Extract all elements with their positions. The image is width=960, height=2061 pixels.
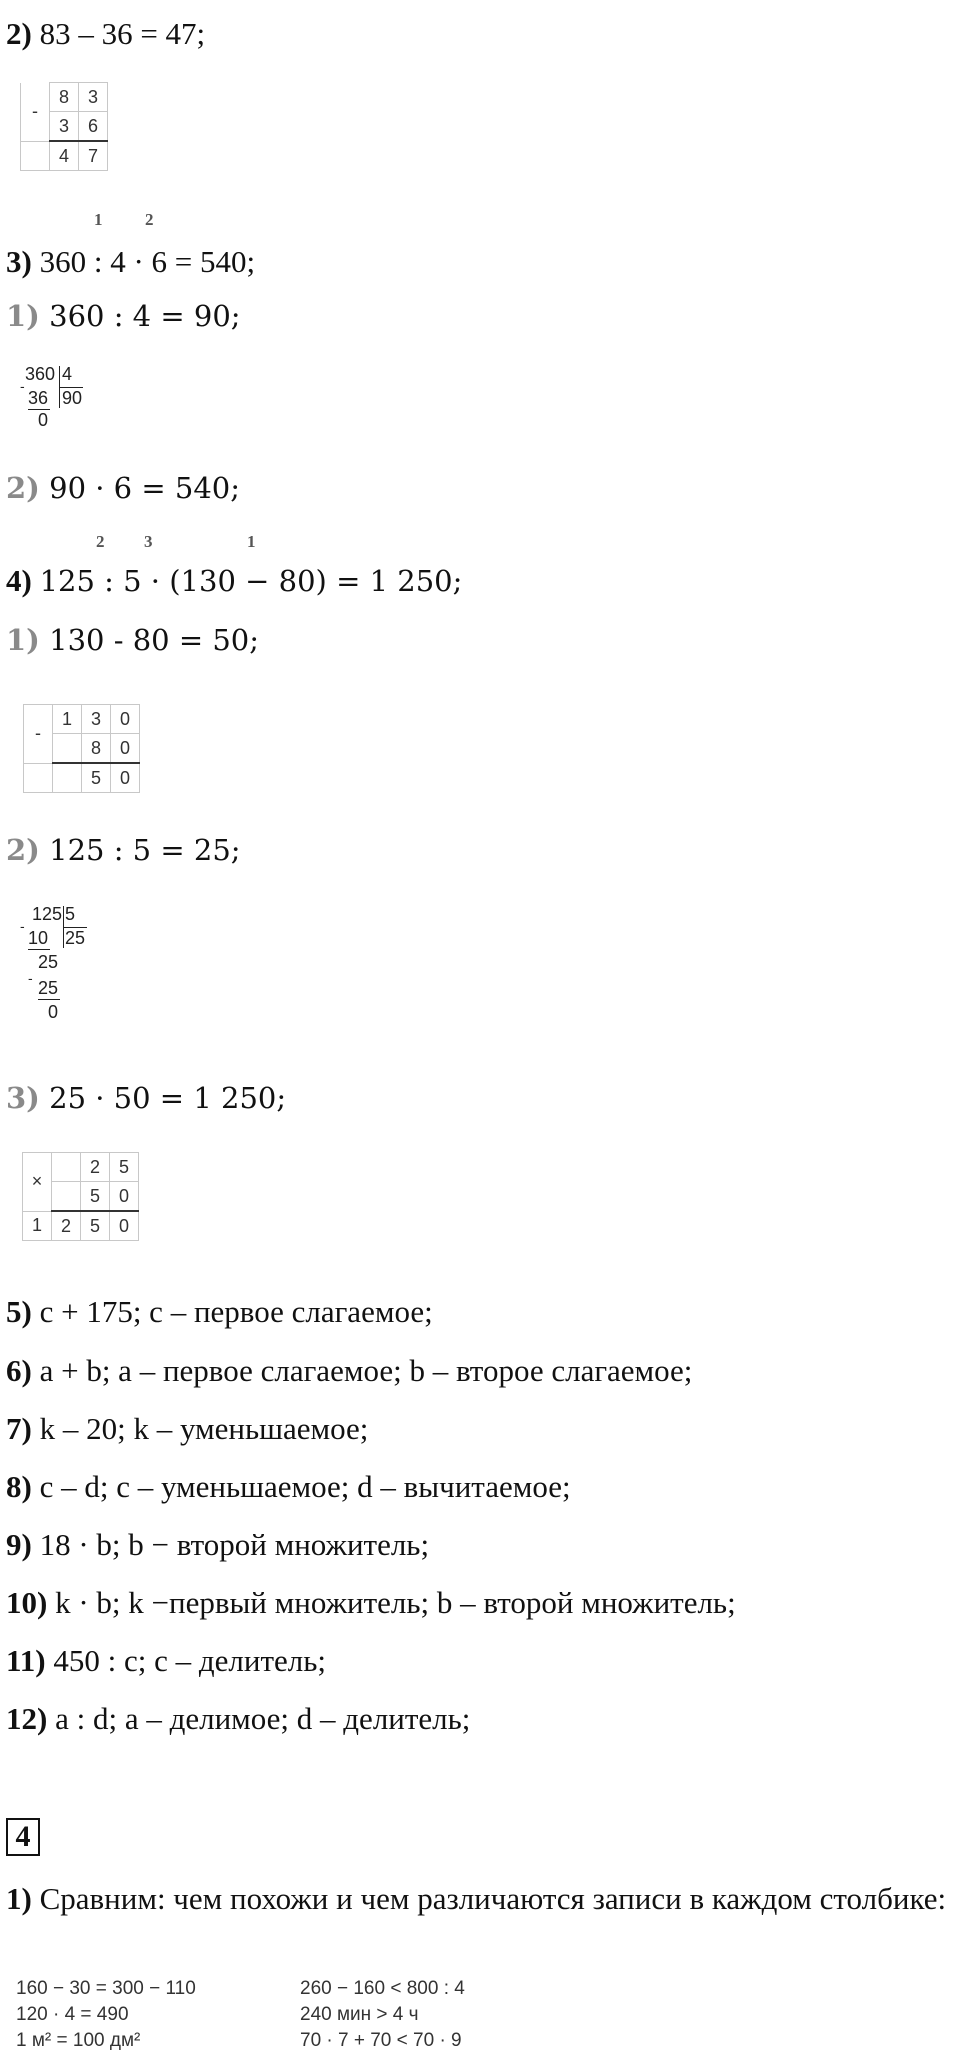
digit: 0 bbox=[111, 705, 140, 734]
digit: 1 bbox=[53, 705, 82, 734]
example-label: 2) bbox=[6, 16, 32, 51]
operator: - bbox=[24, 705, 53, 764]
item-label: 8) bbox=[6, 1469, 32, 1504]
compare-left-3: 1 м² = 100 дм² bbox=[16, 2030, 141, 2051]
remainder: 0 bbox=[48, 1002, 59, 1022]
example-expression: 83 – 36 = 47; bbox=[39, 16, 206, 51]
digit: 5 bbox=[82, 763, 111, 793]
example-4-step-3 bbox=[6, 1081, 287, 1115]
example-3-step-2 bbox=[6, 471, 240, 505]
digit: 0 bbox=[110, 1211, 139, 1241]
step-label: 2) bbox=[6, 471, 40, 505]
empty-cell bbox=[24, 763, 53, 793]
digit: 8 bbox=[50, 83, 79, 112]
divisor: 5 bbox=[65, 904, 76, 924]
subtraction-grid-2 bbox=[23, 704, 140, 793]
example-2 bbox=[6, 18, 205, 49]
long-division-2 bbox=[20, 904, 110, 1054]
digit: 5 bbox=[110, 1153, 139, 1182]
item-7 bbox=[6, 1413, 368, 1444]
example-4 bbox=[6, 565, 462, 596]
quotient: 25 bbox=[65, 928, 86, 948]
step-label: 1) bbox=[6, 623, 40, 657]
digit: 3 bbox=[79, 83, 108, 112]
item-label: 10) bbox=[6, 1585, 48, 1620]
digit: 5 bbox=[81, 1211, 110, 1241]
subtraction-grid-1 bbox=[20, 82, 108, 171]
task-text: Сравним: чем похожи и чем различаются записи в каждом столбике: bbox=[39, 1881, 947, 1916]
remainder: 0 bbox=[38, 410, 49, 430]
compare-left-1: 160 − 30 = 300 − 110 bbox=[16, 1978, 196, 1999]
partial-product: 25 bbox=[38, 978, 59, 998]
digit: 3 bbox=[82, 705, 111, 734]
digit: 3 bbox=[50, 112, 79, 142]
item-label: 12) bbox=[6, 1701, 48, 1736]
item-text: 450 : c; c – делитель; bbox=[53, 1643, 326, 1678]
dividend: 360 bbox=[25, 364, 56, 384]
partial-product: 10 bbox=[28, 928, 49, 948]
item-12 bbox=[6, 1703, 470, 1734]
item-label: 11) bbox=[6, 1643, 46, 1678]
order-mark: 1 bbox=[247, 532, 256, 551]
item-5 bbox=[6, 1296, 433, 1327]
step-expression: 130 - 80 = 50; bbox=[49, 623, 260, 657]
step-expression: 90 · 6 = 540; bbox=[49, 471, 240, 505]
order-mark: 2 bbox=[96, 532, 105, 551]
digit: 4 bbox=[50, 141, 79, 171]
digit: 0 bbox=[110, 1182, 139, 1212]
step-expression: 125 : 5 = 25; bbox=[49, 833, 241, 867]
long-division-1 bbox=[20, 364, 110, 444]
compare-left-2: 120 · 4 = 490 bbox=[16, 2004, 129, 2025]
item-label: 6) bbox=[6, 1353, 32, 1388]
quotient: 90 bbox=[62, 388, 83, 408]
minus-sign: - bbox=[20, 378, 25, 394]
example-label: 3) bbox=[6, 244, 32, 279]
example-label: 4) bbox=[6, 563, 32, 598]
item-text: k – 20; k – уменьшаемое; bbox=[39, 1411, 369, 1446]
digit bbox=[52, 1182, 81, 1212]
item-10 bbox=[6, 1587, 736, 1618]
digit: 7 bbox=[79, 141, 108, 171]
digit: 2 bbox=[52, 1211, 81, 1241]
example-4-step-2 bbox=[6, 833, 241, 867]
intermediate: 25 bbox=[38, 952, 59, 972]
digit: 0 bbox=[111, 763, 140, 793]
item-text: c – d; c – уменьшаемое; d – вычитаемое; bbox=[39, 1469, 571, 1504]
minus-sign: - bbox=[20, 918, 25, 934]
task-4-intro bbox=[6, 1878, 950, 1920]
example-3-step-1 bbox=[6, 299, 241, 333]
item-8 bbox=[6, 1471, 571, 1502]
step-expression: 25 · 50 = 1 250; bbox=[49, 1081, 287, 1115]
item-text: c + 175; c – первое слагаемое; bbox=[39, 1294, 433, 1329]
step-label: 1) bbox=[6, 299, 40, 333]
order-mark: 2 bbox=[145, 210, 154, 229]
digit bbox=[52, 1153, 81, 1182]
multiplication-grid bbox=[22, 1152, 139, 1241]
order-mark: 1 bbox=[94, 210, 103, 229]
operator: × bbox=[23, 1153, 52, 1212]
partial-product: 36 bbox=[28, 388, 49, 408]
digit: 8 bbox=[82, 734, 111, 764]
item-text: a + b; a – первое слагаемое; b – второе слагаемое; bbox=[39, 1353, 693, 1388]
digit bbox=[53, 734, 82, 764]
example-expression: 125 : 5 · (130 − 80) = 1 250; bbox=[39, 564, 463, 598]
step-label: 3) bbox=[6, 1081, 40, 1115]
example-3 bbox=[6, 246, 255, 277]
item-11 bbox=[6, 1645, 326, 1676]
item-label: 9) bbox=[6, 1527, 32, 1562]
item-text: 18 · b; b − второй множитель; bbox=[39, 1527, 430, 1562]
item-text: a : d; a – делимое; d – делитель; bbox=[55, 1701, 471, 1736]
digit: 5 bbox=[81, 1182, 110, 1212]
compare-right-3: 70 · 7 + 70 < 70 · 9 bbox=[300, 2030, 462, 2051]
item-label: 5) bbox=[6, 1294, 32, 1329]
divisor: 4 bbox=[62, 364, 73, 384]
digit: 0 bbox=[111, 734, 140, 764]
step-expression: 360 : 4 = 90; bbox=[49, 299, 241, 333]
compare-right-2: 240 мин > 4 ч bbox=[300, 2004, 419, 2025]
operator: - bbox=[21, 83, 50, 142]
item-text: k · b; k −первый множитель; b – второй множитель; bbox=[55, 1585, 736, 1620]
compare-right-1: 260 − 160 < 800 : 4 bbox=[300, 1978, 465, 1999]
step-label: 2) bbox=[6, 833, 40, 867]
minus-sign: - bbox=[28, 970, 33, 986]
digit: 6 bbox=[79, 112, 108, 142]
task-number-box: 4 bbox=[6, 1818, 40, 1856]
digit bbox=[53, 763, 82, 793]
item-6 bbox=[6, 1355, 692, 1386]
digit: 1 bbox=[23, 1211, 52, 1241]
digit: 2 bbox=[81, 1153, 110, 1182]
empty-cell bbox=[21, 141, 50, 171]
dividend: 125 bbox=[32, 904, 63, 924]
order-mark: 3 bbox=[144, 532, 153, 551]
task-label: 1) bbox=[6, 1881, 32, 1916]
example-expression: 360 : 4 · 6 = 540; bbox=[39, 244, 256, 279]
example-4-step-1 bbox=[6, 623, 260, 657]
item-9 bbox=[6, 1529, 429, 1560]
item-label: 7) bbox=[6, 1411, 32, 1446]
